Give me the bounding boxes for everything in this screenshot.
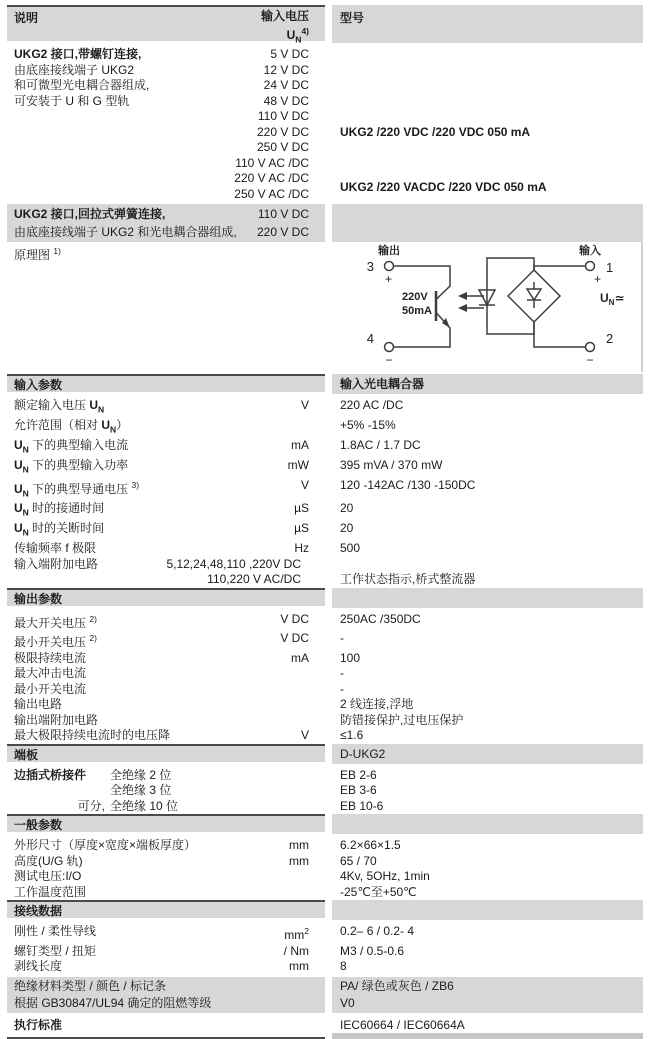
- param-mid-value: [128, 438, 283, 458]
- column-header-input-voltage: 输入电压 $U_N^{4)}$: [260, 9, 309, 45]
- param-value: 20: [340, 501, 354, 516]
- param-unit: mA: [291, 650, 309, 665]
- param-label: 高度(U/G 轨): [14, 853, 83, 868]
- param-value: PA/ 绿色或灰色 / ZB6: [340, 978, 454, 993]
- param-unit: [301, 885, 309, 901]
- param-unit: [301, 572, 309, 588]
- voltage-value: 5 V DC: [270, 47, 309, 61]
- param-value: EB 3-6: [340, 783, 377, 798]
- screw-variant-block: [0, 47, 650, 202]
- param-label: 最大冲击电流: [14, 666, 87, 681]
- param-label: 可分,: [77, 798, 105, 813]
- table-row: [0, 944, 650, 960]
- param-mid-value: [96, 541, 286, 557]
- table-row: [0, 713, 650, 729]
- table-row: [0, 697, 650, 713]
- polarity-sign: +: [385, 272, 393, 286]
- param-label: 刚性 / 柔性导线: [14, 924, 97, 939]
- param-value: ≤1.6: [340, 728, 364, 743]
- param-label: 极限持续电流: [14, 650, 87, 665]
- param-unit: [301, 666, 309, 682]
- param-value: 防错接保护,过电压保护: [340, 712, 464, 727]
- param-value: -25℃至+50℃: [340, 884, 417, 899]
- param-mid-value: 全绝缘 10 位: [110, 798, 179, 813]
- schematic-section: [0, 242, 650, 374]
- input-label: 输入: [579, 245, 601, 257]
- table-row: [0, 854, 650, 870]
- param-unit: Hz: [294, 541, 309, 556]
- standard-row: [0, 1017, 650, 1039]
- param-label: 最大开关电压 $^{2)}$: [14, 613, 97, 630]
- terminal-2-icon: [586, 343, 595, 352]
- table-row: [0, 799, 650, 815]
- param-label: 最小开关电压 $^{2)}$: [14, 633, 97, 650]
- param-value: 100: [340, 650, 361, 665]
- spec-row: [7, 125, 325, 141]
- param-unit: [301, 682, 309, 698]
- param-mid-value: [104, 521, 286, 541]
- param-label: [14, 783, 110, 799]
- spec-row: [7, 187, 325, 203]
- wire: [394, 313, 451, 347]
- bridge-rectifier-icon: [508, 270, 560, 322]
- param-mid-value: 全绝缘 3 位: [110, 783, 172, 798]
- table-row: [0, 959, 650, 975]
- spec-row: [7, 171, 325, 187]
- description-text: 和可微型光电耦合器组成,: [14, 78, 150, 92]
- section-header-general: 一般参数: [0, 814, 650, 834]
- table-row: [0, 458, 650, 478]
- description-text: 由底座接线端子 UKG2: [14, 62, 135, 77]
- param-mid-value: [81, 869, 301, 885]
- description-text: UKG2 接口,回拉式弹簧连接,: [14, 207, 166, 221]
- param-value: EB 10-6: [340, 798, 384, 813]
- param-value: 6.2×66×1.5: [340, 838, 401, 853]
- schematic-label: 原理图 $^{1)}$: [14, 246, 61, 262]
- param-mid-value: [97, 631, 272, 651]
- param-value: 4Kv, 5OHz, 1min: [340, 869, 430, 884]
- wiring-parameter-rows: [0, 920, 650, 975]
- spec-row: [7, 94, 325, 110]
- param-mid-value: [83, 854, 281, 870]
- param-unit: V DC: [280, 631, 309, 646]
- param-label: 传输频率 f 极限: [14, 541, 97, 556]
- wire: [534, 266, 586, 270]
- model-numbers: [332, 47, 643, 202]
- param-label: 测试电压:I/O: [14, 869, 82, 884]
- polarity-sign: +: [594, 272, 602, 286]
- param-value: 250AC /350DC: [340, 611, 421, 626]
- param-value: V0: [340, 995, 355, 1010]
- table-row: [0, 728, 650, 744]
- param-unit: mA: [291, 437, 309, 452]
- param-value: +5% -15%: [340, 417, 396, 432]
- param-label: 允许范围（相对 $U_N$）: [14, 417, 129, 435]
- param-label: 输入端附加电路: [14, 556, 99, 571]
- spec-row: [7, 63, 325, 79]
- param-label: 边插式桥接件: [14, 767, 87, 782]
- param-unit: V: [300, 398, 309, 412]
- param-value: -: [340, 666, 344, 681]
- header-right-bar: [332, 5, 643, 43]
- param-unit: [301, 869, 309, 885]
- param-label: 根据 GB30847/UL94 确定的阻燃等级: [14, 995, 212, 1010]
- param-unit: µS: [294, 501, 309, 516]
- param-label: 最大极限持续电流时的电压降: [14, 728, 171, 743]
- param-mid-value: [86, 651, 283, 667]
- param-value: 20: [340, 521, 354, 536]
- voltage-value: 220 V AC /DC: [234, 171, 309, 185]
- param-mid-value: 5,12,24,48,110 ,220V DC: [166, 556, 301, 571]
- spec-row: [14, 205, 309, 223]
- insulation-block: [0, 977, 650, 1013]
- param-label: $U_N$ 时的关断时间: [14, 521, 105, 538]
- header-left-bar: [7, 5, 325, 45]
- param-value: 工作状态指示,桥式整流器: [340, 572, 476, 587]
- table-row: [0, 768, 650, 784]
- table-row: [0, 651, 650, 667]
- param-label: 外形尺寸（厚度×宽度×端板厚度）: [14, 838, 197, 853]
- table-row: [0, 612, 650, 632]
- param-mid-value: [170, 728, 293, 744]
- rating-voltage: 220V: [402, 291, 428, 303]
- param-value: 120 -142AC /130 -150DC: [340, 477, 476, 492]
- spec-row: [7, 47, 325, 63]
- nominal-voltage-symbol: $U_N≃$: [600, 291, 625, 307]
- output-parameter-rows: [0, 608, 650, 744]
- terminal-1-icon: [586, 262, 595, 271]
- param-value: 0.2– 6 / 0.2- 4: [340, 924, 415, 939]
- param-mid-value: [96, 924, 276, 944]
- table-row: [0, 924, 650, 944]
- standard-value: IEC60664 / IEC60664A: [332, 1017, 643, 1039]
- param-mid-value: [86, 666, 301, 682]
- table-row: [0, 398, 650, 418]
- polarity-sign: −: [586, 353, 594, 367]
- param-value: 2 线连接,浮地: [340, 697, 414, 712]
- column-header-model: 型号: [340, 11, 365, 25]
- param-label: 输出电路: [14, 697, 63, 712]
- param-value: 500: [340, 541, 361, 556]
- param-label: 剥线长度: [14, 959, 63, 974]
- param-unit: mW: [287, 457, 309, 472]
- table-row: [0, 418, 650, 438]
- terminal-number: 1: [606, 260, 614, 275]
- section-header-output: 输出参数: [0, 588, 650, 608]
- param-value: -: [340, 681, 344, 696]
- table-row: [0, 478, 650, 502]
- description-text: UKG2 接口,带螺钉连接,: [14, 47, 142, 61]
- voltage-value: 220 V DC: [256, 124, 309, 139]
- column-header-description: 说明: [14, 11, 39, 25]
- param-unit: [301, 697, 309, 713]
- param-mid-value: [62, 959, 281, 975]
- table-row: [0, 838, 650, 854]
- spec-row: [7, 78, 325, 94]
- table-row: [0, 572, 650, 588]
- param-value: 220 AC /DC: [340, 398, 404, 412]
- param-value: M3 / 0.5-0.6: [340, 943, 405, 958]
- param-mid-value: [97, 612, 272, 632]
- param-value: 8: [340, 959, 347, 974]
- param-unit: V DC: [280, 611, 309, 626]
- terminal-4-icon: [385, 343, 394, 352]
- table-row: [0, 885, 650, 901]
- param-unit: mm: [289, 959, 309, 974]
- param-value: 1.8AC / 1.7 DC: [340, 437, 421, 452]
- rating-current: 50mA: [402, 305, 432, 317]
- param-label: 绝缘材料类型 / 颜色 / 标记条: [14, 978, 167, 993]
- section-header-wiring: 接线数据: [0, 900, 650, 920]
- param-mid-value: [96, 944, 276, 960]
- param-unit: V: [300, 728, 309, 743]
- output-label: 输出: [378, 245, 400, 257]
- description-text: 可安装于 U 和 G 型轨: [14, 93, 130, 108]
- param-label: 最小开关电流: [14, 681, 87, 696]
- polarity-sign: −: [385, 353, 393, 367]
- spring-variant-block: [0, 204, 650, 242]
- param-mid-value: [86, 682, 301, 698]
- param-mid-value: [128, 418, 301, 438]
- param-unit: [301, 418, 309, 438]
- param-value: -: [340, 631, 344, 646]
- model-number-dc: UKG2 /220 VDC /220 VDC 050 mA: [340, 125, 531, 139]
- param-label: $U_N$ 下的典型输入功率: [14, 457, 129, 475]
- table-row: [0, 541, 650, 557]
- param-unit: V: [300, 477, 309, 492]
- param-value: 65 / 70: [340, 853, 377, 868]
- param-unit: $mm^2$: [284, 926, 309, 943]
- param-unit: [301, 713, 309, 729]
- param-unit: mm: [289, 838, 309, 853]
- table-row: [0, 438, 650, 458]
- param-mid-value: 全绝缘 2 位: [110, 767, 172, 782]
- table-header: [0, 5, 650, 43]
- spec-row: [7, 109, 325, 125]
- section-header-input: 输入参数 输入光电耦合器: [0, 374, 650, 394]
- spec-row: [7, 140, 325, 156]
- datasheet-page: [0, 5, 650, 1032]
- param-label: $U_N$ 下的典型导通电压 $^{3)}$: [14, 479, 140, 498]
- voltage-value: 48 V DC: [263, 93, 309, 108]
- empty-model-bar: [332, 204, 643, 242]
- param-value: 395 mVA / 370 mW: [340, 457, 443, 472]
- param-label: 额定输入电压 $U_N$: [14, 398, 105, 415]
- voltage-value: 220 V DC: [256, 225, 309, 239]
- param-value: [332, 557, 643, 573]
- input-parameter-rows: [0, 394, 650, 588]
- terminal-number: 4: [366, 331, 374, 346]
- voltage-value: 250 V AC /DC: [234, 186, 309, 201]
- param-label: $U_N$ 时的接通时间: [14, 501, 105, 518]
- terminal-3-icon: [385, 262, 394, 271]
- table-row: [0, 666, 650, 682]
- spec-row: [7, 156, 325, 172]
- param-label: 输出端附加电路: [14, 712, 99, 727]
- voltage-value: 110 V DC: [257, 109, 309, 123]
- table-row: [0, 682, 650, 698]
- param-mid-value: [139, 478, 293, 502]
- spec-row: [14, 223, 309, 241]
- description-text: 由底座接线端子 UKG2 和光电耦合器组成,: [14, 225, 237, 239]
- model-number-acdc: UKG2 /220 VACDC /220 VDC 050 mA: [340, 180, 547, 194]
- param-mid-value: [104, 398, 293, 418]
- section-header-endplate: 端板 D-UKG2: [0, 744, 650, 764]
- table-row: [0, 631, 650, 651]
- screw-variant-rows: [7, 47, 325, 202]
- wire: [534, 322, 586, 347]
- voltage-value: 250 V DC: [256, 140, 309, 154]
- param-mid-value: [62, 697, 301, 713]
- table-row: [0, 521, 650, 541]
- param-unit: mm: [289, 853, 309, 868]
- table-row: [0, 501, 650, 521]
- standard-label: 执行标准: [7, 1017, 325, 1039]
- voltage-value: 110 V DC: [257, 207, 309, 221]
- param-mid-value: [196, 838, 281, 854]
- param-unit: / Nm: [283, 943, 309, 958]
- param-label: $U_N$ 下的典型输入电流: [14, 437, 129, 455]
- circuit-diagram: [332, 242, 643, 372]
- voltage-value: 12 V DC: [263, 62, 309, 77]
- voltage-value: 24 V DC: [263, 78, 309, 92]
- param-value: EB 2-6: [340, 767, 377, 782]
- table-row: [0, 783, 650, 799]
- terminal-number: 2: [606, 331, 614, 346]
- param-mid-value: [104, 501, 286, 521]
- param-mid-value: [128, 458, 280, 478]
- table-row: [0, 869, 650, 885]
- param-unit: µS: [294, 521, 309, 536]
- param-label: 螺钉类型 / 扭矩: [14, 943, 97, 958]
- param-mid-value: 110,220 V AC/DC: [207, 572, 301, 587]
- voltage-value: 110 V AC /DC: [235, 155, 309, 170]
- endplate-rows: [0, 764, 650, 815]
- terminal-number: 3: [366, 259, 374, 274]
- param-label: 工作温度范围: [14, 884, 87, 899]
- general-parameter-rows: [0, 834, 650, 900]
- param-unit: [301, 557, 309, 573]
- param-mid-value: [86, 885, 301, 901]
- param-mid-value: [98, 713, 301, 729]
- table-row: [0, 557, 650, 573]
- optocoupler-schematic-icon: [332, 242, 643, 372]
